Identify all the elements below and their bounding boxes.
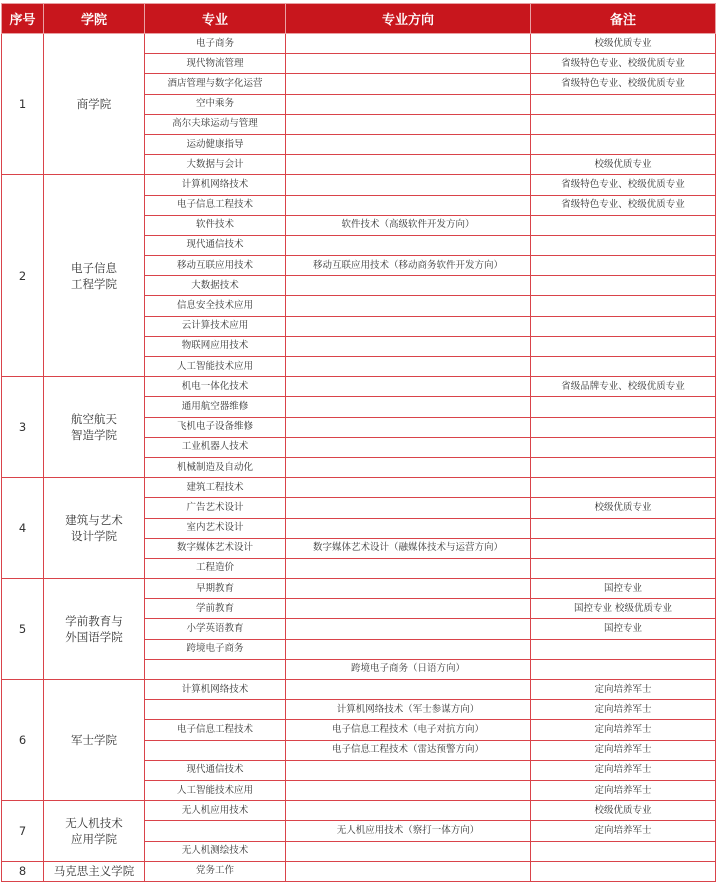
- remark-cell: 国控专业: [531, 619, 716, 639]
- remark-cell: [531, 639, 716, 659]
- major-table: [1, 3, 716, 882]
- college-name: 电子信息 工程学院: [44, 175, 145, 377]
- remark-cell: 定向培养军士: [531, 780, 716, 800]
- major-cell: 跨境电子商务: [145, 639, 286, 659]
- major-cell: 物联网应用技术: [145, 336, 286, 356]
- remark-cell: [531, 357, 716, 377]
- remark-cell: 校级优质专业: [531, 155, 716, 175]
- remark-cell: [531, 558, 716, 578]
- direction-cell: [286, 780, 531, 800]
- major-cell: 移动互联应用技术: [145, 256, 286, 276]
- major-cell: 信息安全技术应用: [145, 296, 286, 316]
- table-row: [2, 801, 716, 821]
- major-cell: 无人机应用技术: [145, 801, 286, 821]
- major-cell: 工程造价: [145, 558, 286, 578]
- remark-cell: [531, 114, 716, 134]
- direction-cell: [286, 498, 531, 518]
- major-cell: 通用航空器维修: [145, 397, 286, 417]
- direction-cell: [286, 478, 531, 498]
- header-major: 专业: [145, 4, 286, 34]
- direction-cell: [286, 558, 531, 578]
- major-cell: 人工智能技术应用: [145, 780, 286, 800]
- direction-cell: [286, 861, 531, 881]
- remark-cell: [531, 397, 716, 417]
- remark-cell: [531, 134, 716, 154]
- direction-cell: [286, 680, 531, 700]
- direction-cell: 电子信息工程技术（电子对抗方向）: [286, 720, 531, 740]
- remark-cell: 定向培养军士: [531, 720, 716, 740]
- remark-cell: 定向培养军士: [531, 680, 716, 700]
- major-cell: [145, 700, 286, 720]
- major-cell: 建筑工程技术: [145, 478, 286, 498]
- remark-cell: [531, 861, 716, 881]
- major-cell: 大数据技术: [145, 276, 286, 296]
- direction-cell: [286, 155, 531, 175]
- college-name: 军士学院: [44, 680, 145, 801]
- college-name: 建筑与艺术 设计学院: [44, 478, 145, 579]
- remark-cell: [531, 478, 716, 498]
- direction-cell: [286, 760, 531, 780]
- header-college: 学院: [44, 4, 145, 34]
- direction-cell: [286, 457, 531, 477]
- direction-cell: 移动互联应用技术（移动商务软件开发方向）: [286, 256, 531, 276]
- direction-cell: [286, 417, 531, 437]
- remark-cell: [531, 235, 716, 255]
- remark-cell: [531, 417, 716, 437]
- direction-cell: [286, 54, 531, 74]
- major-cell: [145, 659, 286, 679]
- major-cell: 机电一体化技术: [145, 377, 286, 397]
- major-cell: 无人机测绘技术: [145, 841, 286, 861]
- college-number: 6: [2, 680, 44, 801]
- table-row: [2, 861, 716, 881]
- direction-cell: [286, 94, 531, 114]
- major-cell: 室内艺术设计: [145, 518, 286, 538]
- major-cell: [145, 740, 286, 760]
- direction-cell: 软件技术（高级软件开发方向）: [286, 215, 531, 235]
- major-cell: 小学英语教育: [145, 619, 286, 639]
- direction-cell: [286, 276, 531, 296]
- major-cell: 党务工作: [145, 861, 286, 881]
- major-cell: [145, 821, 286, 841]
- remark-cell: [531, 457, 716, 477]
- major-cell: 广告艺术设计: [145, 498, 286, 518]
- header-remark: 备注: [531, 4, 716, 34]
- major-cell: 现代物流管理: [145, 54, 286, 74]
- remark-cell: 校级优质专业: [531, 801, 716, 821]
- direction-cell: [286, 195, 531, 215]
- remark-cell: 定向培养军士: [531, 740, 716, 760]
- table-row: [2, 680, 716, 700]
- remark-cell: [531, 276, 716, 296]
- direction-cell: [286, 296, 531, 316]
- direction-cell: [286, 619, 531, 639]
- college-number: 3: [2, 377, 44, 478]
- major-cell: 大数据与会计: [145, 155, 286, 175]
- college-number: 7: [2, 801, 44, 862]
- remark-cell: 校级优质专业: [531, 34, 716, 54]
- direction-cell: [286, 134, 531, 154]
- direction-cell: [286, 639, 531, 659]
- college-name: 商学院: [44, 34, 145, 175]
- remark-cell: 省级特色专业、校级优质专业: [531, 74, 716, 94]
- remark-cell: 国控专业 校级优质专业: [531, 599, 716, 619]
- remark-cell: [531, 316, 716, 336]
- major-cell: 电子信息工程技术: [145, 195, 286, 215]
- direction-cell: [286, 579, 531, 599]
- major-cell: 机械制造及自动化: [145, 457, 286, 477]
- direction-cell: [286, 316, 531, 336]
- college-number: 5: [2, 579, 44, 680]
- table-row: [2, 579, 716, 599]
- direction-cell: 电子信息工程技术（雷达预警方向）: [286, 740, 531, 760]
- remark-cell: [531, 215, 716, 235]
- major-cell: 软件技术: [145, 215, 286, 235]
- direction-cell: [286, 235, 531, 255]
- major-cell: 云计算技术应用: [145, 316, 286, 336]
- table-row: [2, 175, 716, 195]
- direction-cell: [286, 34, 531, 54]
- table-row: [2, 478, 716, 498]
- remark-cell: [531, 296, 716, 316]
- major-cell: 现代通信技术: [145, 760, 286, 780]
- remark-cell: 省级品牌专业、校级优质专业: [531, 377, 716, 397]
- major-cell: 人工智能技术应用: [145, 357, 286, 377]
- direction-cell: 无人机应用技术（察打一体方向）: [286, 821, 531, 841]
- direction-cell: 计算机网络技术（军士参谋方向）: [286, 700, 531, 720]
- direction-cell: [286, 74, 531, 94]
- college-name: 无人机技术 应用学院: [44, 801, 145, 862]
- remark-cell: 定向培养军士: [531, 760, 716, 780]
- direction-cell: [286, 114, 531, 134]
- remark-cell: 省级特色专业、校级优质专业: [531, 195, 716, 215]
- remark-cell: 定向培养军士: [531, 700, 716, 720]
- remark-cell: 省级特色专业、校级优质专业: [531, 54, 716, 74]
- remark-cell: 国控专业: [531, 579, 716, 599]
- direction-cell: 数字媒体艺术设计（融媒体技术与运营方向）: [286, 538, 531, 558]
- table-body: [2, 34, 716, 882]
- major-cell: 现代通信技术: [145, 235, 286, 255]
- remark-cell: [531, 841, 716, 861]
- direction-cell: 跨境电子商务（日语方向）: [286, 659, 531, 679]
- major-cell: 计算机网络技术: [145, 175, 286, 195]
- remark-cell: [531, 437, 716, 457]
- major-cell: 电子商务: [145, 34, 286, 54]
- major-cell: 酒店管理与数字化运营: [145, 74, 286, 94]
- major-cell: 学前教育: [145, 599, 286, 619]
- direction-cell: [286, 336, 531, 356]
- remark-cell: [531, 94, 716, 114]
- major-cell: 空中乘务: [145, 94, 286, 114]
- header-no: 序号: [2, 4, 44, 34]
- college-name: 学前教育与 外国语学院: [44, 579, 145, 680]
- major-cell: 早期教育: [145, 579, 286, 599]
- major-cell: 运动健康指导: [145, 134, 286, 154]
- remark-cell: [531, 659, 716, 679]
- major-cell: 飞机电子设备维修: [145, 417, 286, 437]
- college-number: 2: [2, 175, 44, 377]
- header-direction: 专业方向: [286, 4, 531, 34]
- direction-cell: [286, 377, 531, 397]
- college-number: 1: [2, 34, 44, 175]
- remark-cell: [531, 518, 716, 538]
- direction-cell: [286, 801, 531, 821]
- table-row: [2, 34, 716, 54]
- remark-cell: [531, 256, 716, 276]
- direction-cell: [286, 841, 531, 861]
- remark-cell: [531, 336, 716, 356]
- direction-cell: [286, 397, 531, 417]
- college-number: 4: [2, 478, 44, 579]
- direction-cell: [286, 175, 531, 195]
- table-row: [2, 377, 716, 397]
- remark-cell: [531, 538, 716, 558]
- major-cell: 数字媒体艺术设计: [145, 538, 286, 558]
- college-name: 马克思主义学院: [44, 861, 145, 881]
- remark-cell: 定向培养军士: [531, 821, 716, 841]
- major-cell: 计算机网络技术: [145, 680, 286, 700]
- college-number: 8: [2, 861, 44, 881]
- major-cell: 电子信息工程技术: [145, 720, 286, 740]
- college-name: 航空航天 智造学院: [44, 377, 145, 478]
- direction-cell: [286, 518, 531, 538]
- direction-cell: [286, 599, 531, 619]
- direction-cell: [286, 437, 531, 457]
- remark-cell: 省级特色专业、校级优质专业: [531, 175, 716, 195]
- major-cell: 高尔夫球运动与管理: [145, 114, 286, 134]
- direction-cell: [286, 357, 531, 377]
- major-cell: 工业机器人技术: [145, 437, 286, 457]
- remark-cell: 校级优质专业: [531, 498, 716, 518]
- header-row: [2, 4, 716, 34]
